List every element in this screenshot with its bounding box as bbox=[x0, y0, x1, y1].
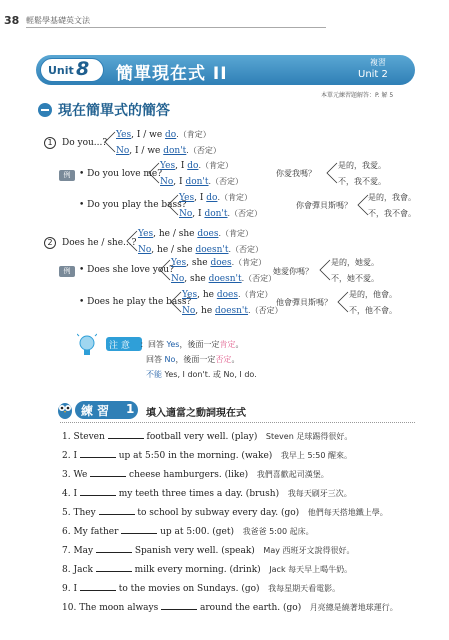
answer-blank[interactable] bbox=[161, 602, 197, 610]
answer-rest: , he / she bbox=[153, 229, 198, 239]
exercise-item bbox=[62, 602, 398, 613]
example-cn-yes: 是的，她愛。 bbox=[331, 258, 379, 267]
example-question: • Does she love you? bbox=[79, 265, 174, 275]
note-line-3 bbox=[146, 369, 257, 380]
answer-yes bbox=[138, 228, 253, 239]
example-yes bbox=[160, 160, 233, 171]
bracket-icon bbox=[166, 193, 180, 217]
owl-icon bbox=[57, 399, 73, 419]
bracket-icon bbox=[336, 290, 350, 314]
item-before: Steven bbox=[73, 432, 108, 442]
unit-number: 8 bbox=[76, 58, 90, 80]
answer-tag: .（否定） bbox=[208, 177, 244, 186]
item-after: milk every morning. (drink) bbox=[131, 565, 261, 575]
item-cn: 月亮總是繞著地球運行。 bbox=[309, 603, 398, 612]
item-after: Spanish very well. (speak) bbox=[132, 546, 255, 556]
note-highlight: 肯定 bbox=[219, 340, 236, 349]
example-cn-question: 你會彈貝斯嗎？ bbox=[296, 201, 352, 210]
item-before: I bbox=[73, 489, 80, 499]
answer-verb: don't bbox=[185, 177, 209, 187]
answer-rest: , I bbox=[173, 177, 186, 187]
note-text: 。 bbox=[235, 340, 244, 349]
exercise-item bbox=[62, 450, 352, 461]
answer-verb: does bbox=[216, 290, 238, 300]
example-cn-question: 你愛我嗎？ bbox=[276, 169, 316, 178]
answer-verb: do bbox=[187, 161, 199, 171]
answer-no bbox=[138, 244, 263, 255]
item-number: 8. bbox=[62, 565, 71, 575]
answer-blank[interactable] bbox=[96, 545, 132, 553]
exercise-item bbox=[62, 526, 314, 537]
answer-blank[interactable] bbox=[121, 526, 157, 534]
item-number: 6. bbox=[62, 527, 71, 537]
item-cn: Steven 足球踢得很好。 bbox=[265, 432, 353, 441]
item-number: 9. bbox=[62, 584, 71, 594]
answer-yes bbox=[116, 129, 211, 140]
example-no bbox=[179, 208, 262, 219]
answer-verb: does bbox=[197, 229, 219, 239]
item-before: The moon always bbox=[79, 603, 162, 613]
answer-blank[interactable] bbox=[80, 450, 116, 458]
bracket-icon bbox=[169, 290, 183, 314]
item-after: up at 5:50 in the morning. (wake) bbox=[115, 451, 273, 461]
group-number: 2 bbox=[44, 237, 56, 249]
item-before: They bbox=[73, 508, 99, 518]
item-before: I bbox=[73, 451, 80, 461]
practice-number: 1 bbox=[126, 402, 135, 416]
group-question: Do you...? bbox=[62, 138, 108, 148]
yes-word: Yes bbox=[116, 130, 132, 140]
example-question: • Do you love me? bbox=[79, 169, 163, 179]
item-cn: 我爸爸 5:00 起床。 bbox=[242, 527, 314, 536]
note-line-2 bbox=[146, 354, 239, 365]
unit-title: 簡單現在式 II bbox=[116, 64, 228, 84]
note-label: 注 意 bbox=[109, 341, 130, 351]
item-after: to the movies on Sundays. (go) bbox=[115, 584, 260, 594]
answer-rest: , I / we bbox=[129, 146, 164, 156]
item-number: 5. bbox=[62, 508, 71, 518]
item-number: 7. bbox=[62, 546, 71, 556]
answer-rest: , I bbox=[175, 161, 188, 171]
note-text: ，後面一定 bbox=[175, 355, 216, 364]
item-number: 10. bbox=[62, 603, 77, 613]
example-badge: 例 bbox=[59, 170, 75, 181]
answer-blank[interactable] bbox=[108, 431, 144, 439]
answer-tag: .（肯定） bbox=[237, 290, 273, 299]
example-no bbox=[160, 176, 243, 187]
answer-tag: .（否定） bbox=[248, 306, 283, 315]
item-after: cheese hamburgers. (like) bbox=[126, 470, 249, 480]
answer-verb: doesn't bbox=[195, 245, 229, 255]
answer-rest: , I / we bbox=[131, 130, 166, 140]
note-highlight: 否定 bbox=[215, 355, 232, 364]
group-number: 1 bbox=[44, 137, 56, 149]
review-unit: Unit 2 bbox=[358, 69, 388, 80]
yes-word: Yes bbox=[179, 193, 195, 203]
unit-word: Unit bbox=[48, 64, 74, 77]
item-before: Jack bbox=[73, 565, 96, 575]
practice-title: 填入適當之動詞現在式 bbox=[146, 408, 246, 419]
no-word: No bbox=[160, 177, 174, 187]
bracket-icon bbox=[125, 229, 139, 253]
item-after: to school by subway every day. (go) bbox=[134, 508, 300, 518]
answer-tag: .（否定） bbox=[241, 274, 277, 283]
item-cn: May 西班牙文說得很好。 bbox=[263, 546, 355, 555]
no-word: No bbox=[138, 245, 152, 255]
example-question: • Does he play the bass? bbox=[79, 297, 192, 307]
item-number: 1. bbox=[62, 432, 71, 442]
item-cn: 我們喜歡起司漢堡。 bbox=[256, 470, 329, 479]
no-word: No bbox=[182, 306, 196, 316]
answer-no bbox=[116, 145, 221, 156]
note-highlight: Yes bbox=[166, 340, 180, 349]
answer-tag: .（否定） bbox=[227, 209, 263, 218]
note-highlight: 不能 bbox=[146, 370, 162, 379]
note-highlight: No bbox=[164, 355, 176, 364]
practice-label: 練 習 bbox=[81, 404, 110, 418]
answer-tag: .（否定） bbox=[228, 245, 264, 254]
exercise-item bbox=[62, 469, 329, 480]
example-cn-no: 不，我不愛。 bbox=[338, 177, 386, 186]
no-word: No bbox=[116, 146, 130, 156]
item-before: My father bbox=[73, 527, 122, 537]
exercise-item bbox=[62, 431, 352, 442]
item-cn: 我每星期天看電影。 bbox=[268, 584, 341, 593]
minus-circle-icon bbox=[38, 103, 52, 117]
example-cn-yes: 是的，他會。 bbox=[349, 290, 397, 299]
bracket-icon bbox=[325, 161, 339, 185]
bracket-icon bbox=[147, 161, 161, 185]
item-after: up at 5:00. (get) bbox=[157, 527, 235, 537]
answer-blank[interactable] bbox=[90, 469, 126, 477]
example-cn-no: 不，我不會。 bbox=[368, 209, 416, 218]
answer-rest: , I bbox=[194, 193, 207, 203]
example-cn-question: 她愛你嗎？ bbox=[273, 267, 313, 276]
page-header bbox=[0, 0, 449, 28]
note-text: 。 bbox=[231, 355, 240, 364]
page-number: 38 bbox=[4, 14, 20, 27]
book-title: 輕鬆學基礎英文法 bbox=[26, 16, 90, 25]
answer-rest: , she bbox=[184, 274, 209, 284]
example-no bbox=[182, 305, 283, 316]
item-before: I bbox=[73, 584, 80, 594]
note-text: 回答 bbox=[146, 355, 165, 364]
item-number: 4. bbox=[62, 489, 71, 499]
no-word: No bbox=[171, 274, 185, 284]
item-cn: 我早上 5:50 醒來。 bbox=[280, 451, 352, 460]
note-line-1 bbox=[140, 339, 243, 350]
example-cn-no: 不，她不愛。 bbox=[331, 274, 379, 283]
example-badge: 例 bbox=[59, 266, 75, 277]
dotted-divider bbox=[60, 422, 415, 423]
answer-rest: , she bbox=[186, 258, 211, 268]
exercise-item bbox=[62, 488, 352, 499]
header-rule bbox=[26, 27, 326, 28]
answer-rest: , he bbox=[197, 290, 217, 300]
answer-verb: do bbox=[165, 130, 177, 140]
answer-blank[interactable] bbox=[96, 564, 132, 572]
example-question: • Do you play the bass? bbox=[79, 200, 187, 210]
answer-blank[interactable] bbox=[80, 488, 116, 496]
answer-tag: .（肯定） bbox=[176, 130, 211, 139]
item-after: around the earth. (go) bbox=[197, 603, 302, 613]
answer-verb: do bbox=[206, 193, 218, 203]
yes-word: Yes bbox=[171, 258, 187, 268]
note-text: Yes, I don't. 或 No, I do. bbox=[162, 370, 257, 379]
example-cn-no: 不，他不會。 bbox=[349, 306, 397, 315]
answer-tag: .（肯定） bbox=[231, 258, 267, 267]
review-label: 複習 bbox=[370, 58, 386, 67]
item-cn: 我每天刷牙三次。 bbox=[287, 489, 352, 498]
item-cn: Jack 每天早上喝牛奶。 bbox=[269, 565, 353, 574]
example-yes bbox=[171, 257, 266, 268]
note-text: ：回答 bbox=[140, 340, 167, 349]
no-word: No bbox=[179, 209, 193, 219]
answer-rest: , he bbox=[195, 306, 216, 316]
answer-blank[interactable] bbox=[99, 507, 135, 515]
answer-note: 本單元練習題解答：P. 解 5 bbox=[321, 92, 394, 99]
example-cn-yes: 是的，我會。 bbox=[368, 193, 416, 202]
example-cn-yes: 是的，我愛。 bbox=[338, 161, 386, 170]
item-cn: 他們每天搭地鐵上學。 bbox=[307, 508, 388, 517]
item-number: 2. bbox=[62, 451, 71, 461]
answer-verb: don't bbox=[204, 209, 228, 219]
answer-rest: , he / she bbox=[151, 245, 196, 255]
answer-tag: .（否定） bbox=[186, 146, 221, 155]
yes-word: Yes bbox=[182, 290, 198, 300]
item-after: football very well. (play) bbox=[143, 432, 258, 442]
exercise-item bbox=[62, 583, 340, 594]
item-number: 3. bbox=[62, 470, 71, 480]
answer-verb: don't bbox=[163, 146, 187, 156]
answer-verb: doesn't bbox=[208, 274, 242, 284]
example-yes bbox=[179, 192, 252, 203]
answer-tag: .（肯定） bbox=[198, 161, 233, 170]
bracket-icon bbox=[103, 130, 117, 154]
answer-verb: does bbox=[210, 258, 232, 268]
yes-word: Yes bbox=[138, 229, 154, 239]
bracket-icon bbox=[158, 258, 172, 282]
section-title: 現在簡單式的簡答 bbox=[58, 103, 170, 119]
lightbulb-icon bbox=[77, 333, 97, 361]
example-yes bbox=[182, 289, 273, 300]
exercise-item bbox=[62, 564, 352, 575]
answer-verb: doesn't bbox=[215, 306, 249, 316]
note-text: ，後面一定 bbox=[179, 340, 220, 349]
example-cn-question: 他會彈貝斯嗎？ bbox=[276, 298, 332, 307]
bracket-icon bbox=[318, 258, 332, 282]
exercise-item bbox=[62, 507, 388, 518]
answer-tag: .（肯定） bbox=[218, 229, 253, 238]
answer-blank[interactable] bbox=[80, 583, 116, 591]
answer-rest: , I bbox=[192, 209, 205, 219]
item-before: May bbox=[73, 546, 96, 556]
answer-tag: .（肯定） bbox=[217, 193, 252, 202]
example-no bbox=[171, 273, 276, 284]
group-question: Does he / she...? bbox=[62, 238, 137, 248]
exercise-item bbox=[62, 545, 355, 556]
item-after: my teeth three times a day. (brush) bbox=[115, 489, 280, 499]
yes-word: Yes bbox=[160, 161, 176, 171]
item-before: We bbox=[73, 470, 91, 480]
